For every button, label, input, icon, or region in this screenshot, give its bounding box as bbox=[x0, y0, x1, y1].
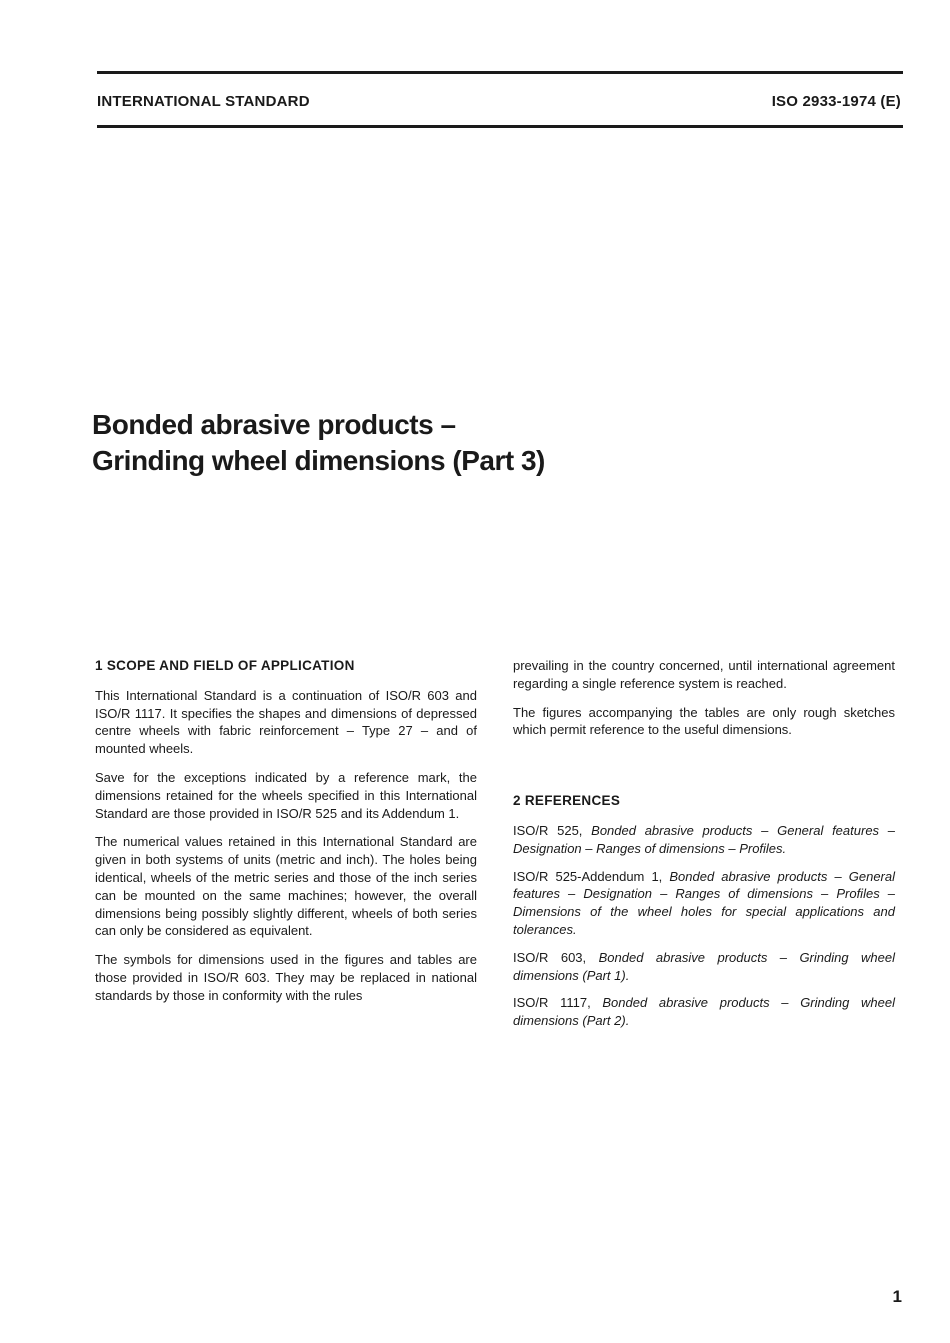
document-title bbox=[92, 407, 545, 479]
section-1-paragraph: Save for the exceptions indicated by a reference mark, the dimensions retained for the wheels specified in this International Standard are those provided in ISO/R 525 and its Addendum 1. bbox=[95, 769, 477, 821]
section-2-heading: 2 REFERENCES bbox=[513, 793, 621, 809]
right-column bbox=[513, 657, 895, 1040]
standard-number: ISO 2933-1974 (E) bbox=[771, 93, 901, 110]
reference-item bbox=[513, 822, 895, 858]
section-1-paragraph: The symbols for dimensions used in the figures and tables are those provided in ISO/R 603. They may be replaced in national standards by those in conformity with the rules bbox=[95, 952, 477, 1003]
reference-title: Bonded abrasive products – Grinding wheel dimensions (Part 2). bbox=[513, 995, 895, 1029]
reference-title: Bonded abrasive products – General features – Designation – Ranges of dimensions – Profiles. bbox=[513, 822, 895, 856]
reference-title: Bonded abrasive products – General features – Designation – Ranges of dimensions – Profiles – Dimensions of the wheel holes for special applications and tolerances. bbox=[513, 868, 896, 937]
reference-item bbox=[513, 949, 895, 985]
page-number: 1 bbox=[892, 1287, 902, 1306]
reference-title: Bonded abrasive products – Grinding wheel dimensions (Part 1). bbox=[513, 949, 895, 983]
section-1-paragraph: This International Standard is a continuation of ISO/R 603 and ISO/R 1117. It specifies the shapes and dimensions of depressed centre wheels with fabric reinforcement – Type 27 – and of mounted wheels. bbox=[95, 687, 477, 757]
header-bottom-rule bbox=[97, 125, 903, 128]
reference-code: ISO/R 525-Addendum 1, bbox=[513, 868, 663, 884]
document-type-label: INTERNATIONAL STANDARD bbox=[97, 93, 310, 110]
section-1-paragraph-continued: The figures accompanying the tables are only rough sketches which permit reference to the useful dimensions. bbox=[513, 704, 895, 738]
left-column bbox=[95, 657, 477, 1016]
title-line-1: Bonded abrasive products – bbox=[92, 409, 456, 440]
section-1-paragraph-continued: prevailing in the country concerned, until international agreement regarding a single reference system is reached. bbox=[513, 658, 895, 691]
reference-code: ISO/R 525, bbox=[513, 822, 583, 838]
title-line-2: Grinding wheel dimensions (Part 3) bbox=[92, 445, 545, 476]
reference-item bbox=[513, 994, 895, 1030]
header-top-rule bbox=[97, 71, 903, 74]
reference-item bbox=[513, 868, 895, 939]
reference-code: ISO/R 1117, bbox=[513, 995, 591, 1011]
section-1-paragraph: The numerical values retained in this International Standard are given in both systems of units (metric and inch). The holes being identical, wheels of the metric series and those of the inch series can be mounted on the same machines; however, the overall dimensions being possibly slightly different, wheels of both series can only be considered as equivalent. bbox=[95, 834, 477, 939]
reference-code: ISO/R 603, bbox=[513, 949, 587, 965]
section-1-heading: 1 SCOPE AND FIELD OF APPLICATION bbox=[95, 658, 355, 673]
